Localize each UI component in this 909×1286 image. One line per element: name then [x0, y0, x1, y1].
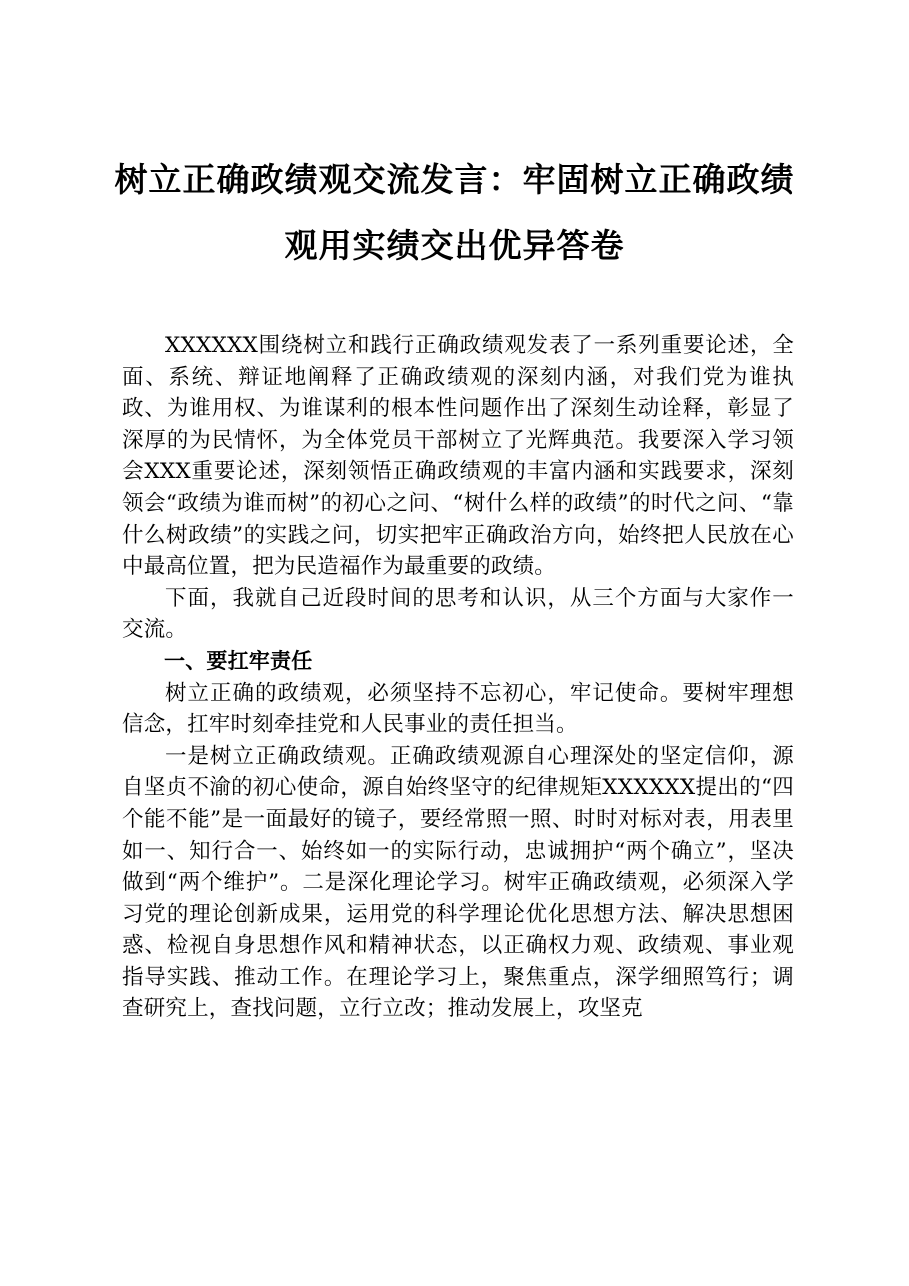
document-title-line-2: 观用实绩交出优异答卷 [284, 226, 625, 265]
section-heading-1: 一、要扛牢责任 [164, 648, 313, 673]
paragraph-intro: XXXXXX围绕树立和践行正确政绩观发表了一系列重要论述，全面、系统、辩证地阐释了正确政绩观的深刻内涵，对我们党为谁执政、为谁用权、为谁谋利的根本性问题作出了深刻生动诠释，彰显了深厚的为民情怀，为全体党员干部树立了光辉典范。我要深入学习领会XXX重要论述，深刻领悟正确政绩观的丰富内涵和实践要求，深刻领会“政绩为谁而树”的初心之问、“树什么样的政绩”的时代之问、“靠什么树政绩”的实践之问，切实把牢正确政治方向，始终把人民放在心中最高位置，把为民造福作为最重要的政绩。 [122, 333, 794, 580]
paragraph-section-1-lead: 树立正确的政绩观，必须坚持不忘初心，牢记使命。要树牢理想信念，扛牢时刻牵挂党和人民事业的责任担当。 [122, 680, 794, 738]
document-title-line-1: 树立正确政绩观交流发言：牢固树立正确政绩 [114, 160, 795, 199]
paragraph-transition: 下面，我就自己近段时间的思考和认识，从三个方面与大家作一交流。 [122, 585, 794, 643]
paragraph-section-1-body: 一是树立正确政绩观。正确政绩观源自心理深处的坚定信仰，源自坚贞不渝的初心使命，源自始终坚守的纪律规矩XXXXXX提出的“四个能不能”是一面最好的镜子，要经常照一照、时时对标对表，用表里如一、知行合一、始终如一的实际行动，忠诚拥护“两个确立”，坚决做到“两个维护”。二是深化理论学习。树牢正确政绩观，必须深入学习党的理论创新成果，运用党的科学理论优化思想方法、解决思想困惑、检视自身思想作风和精神状态，以正确权力观、政绩观、事业观指导实践、推动工作。在理论学习上，聚焦重点，深学细照笃行；调查研究上，查找问题，立行立改；推动发展上，攻坚克 [122, 743, 794, 1022]
document-body [122, 330, 794, 1025]
